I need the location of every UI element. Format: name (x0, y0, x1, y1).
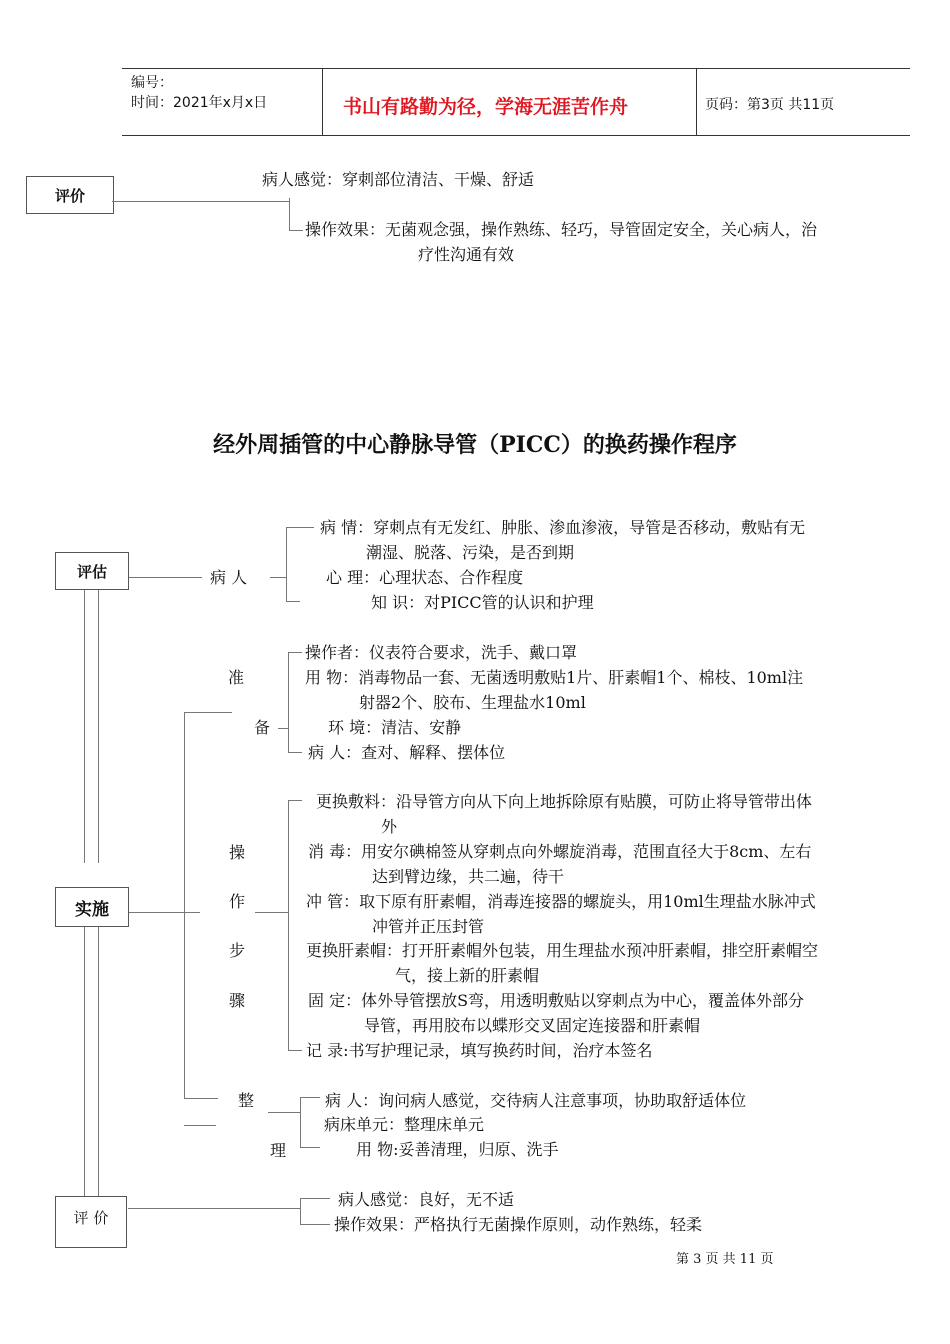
header-code-label: 编号： (131, 75, 173, 91)
header-divider (322, 68, 323, 135)
spine-line (98, 588, 99, 863)
connector-line (288, 800, 289, 1050)
steps-item: 气，接上新的肝素帽 (395, 966, 540, 985)
prev-eval-item: 疗性沟通有效 (418, 245, 515, 264)
steps-item: 冲 管：取下原有肝素帽，消毒连接器的螺旋头，用10ml生理盐水脉冲式 (306, 892, 816, 911)
steps-char: 步 (229, 941, 246, 960)
prev-eval-item: 操作效果：无菌观念强，操作熟练、轻巧，导管固定安全，关心病人，治 (305, 220, 818, 239)
connector-line (268, 1112, 300, 1113)
connector-line (300, 1147, 320, 1148)
spine-line (84, 588, 85, 863)
steps-item: 固 定：体外导管摆放S弯，用透明敷贴以穿刺点为中心，覆盖体外部分 (308, 991, 805, 1010)
implement-label-box: 实施 (55, 887, 129, 927)
prep-char: 准 (228, 668, 245, 687)
connector-line (278, 728, 288, 729)
assess-item: 知 识：对PICC管的认识和护理 (371, 593, 594, 612)
eval-item: 操作效果：严格执行无菌操作原则，动作熟练，轻柔 (334, 1215, 703, 1234)
assess-item: 潮湿、脱落、污染，是否到期 (366, 543, 575, 562)
connector-line (300, 1198, 301, 1224)
connector-line (288, 652, 302, 653)
connector-line (184, 1098, 218, 1099)
steps-item: 更换敷料：沿导管方向从下向上地拆除原有贴膜，可防止将导管带出体 (316, 792, 813, 811)
steps-item: 外 (381, 817, 398, 836)
connector-line (255, 912, 288, 913)
steps-item: 更换肝素帽：打开肝素帽外包装，用生理盐水预冲肝素帽，排空肝素帽空 (306, 941, 819, 960)
connector-line (286, 527, 314, 528)
connector-line (300, 1097, 320, 1098)
connector-line (128, 577, 202, 578)
prep-item: 用 物：消毒物品一套、无菌透明敷贴1片、肝素帽1个、棉枝、10ml注 (305, 668, 804, 687)
steps-item: 冲管并正压封管 (372, 917, 485, 936)
header-bottom-rule (122, 135, 910, 136)
connector-line (128, 912, 200, 913)
prep-item: 操作者：仪表符合要求，洗手、戴口罩 (305, 643, 578, 662)
connector-line (286, 601, 300, 602)
tidy-char: 理 (270, 1141, 287, 1160)
connector-line (128, 1208, 300, 1209)
connector-line (289, 230, 303, 231)
connector-line (270, 577, 286, 578)
connector-line (300, 1198, 330, 1199)
tidy-char: 整 (238, 1091, 255, 1110)
eval-label-box: 评 价 (55, 1196, 127, 1248)
prev-eval-item: 病人感觉：穿刺部位清洁、干燥、舒适 (262, 170, 535, 189)
header-page-label: 页码：第3页 共11页 (705, 97, 835, 113)
assess-item: 病 情：穿刺点有无发红、肿胀、渗血渗液，导管是否移动，敷贴有无 (320, 518, 806, 537)
page-title: 经外周插管的中心静脉导管（PICC）的换药操作程序 (213, 432, 737, 458)
prep-item: 病 人：查对、解释、摆体位 (308, 743, 506, 762)
prep-char: 备 (254, 718, 271, 737)
prev-eval-label-box: 评价 (26, 176, 114, 214)
prep-item: 射器2个、胶布、生理盐水10ml (359, 693, 586, 712)
steps-char: 作 (229, 892, 246, 911)
tidy-item: 病 人：询问病人感觉，交待病人注意事项，协助取舒适体位 (325, 1091, 747, 1110)
connector-line (300, 1224, 330, 1225)
prep-item: 环 境：清洁、安静 (328, 718, 462, 737)
spine-line (98, 925, 99, 1197)
header-motto: 书山有路勤为径，学海无涯苦作舟 (343, 96, 629, 118)
header-time-label: 时间：2021年x月x日 (131, 95, 268, 111)
steps-item: 达到臂边缘，共二遍，待干 (372, 867, 565, 886)
connector-line (112, 201, 290, 202)
steps-char: 骤 (229, 991, 246, 1010)
connector-line (288, 800, 302, 801)
steps-item: 导管，再用胶布以蝶形交叉固定连接器和肝素帽 (364, 1016, 701, 1035)
connector-line (288, 752, 302, 753)
page-footer: 第 3 页 共 11 页 (676, 1252, 774, 1267)
connector-line (300, 1097, 301, 1147)
steps-item: 记 录:书写护理记录，填写换药时间，治疗本签名 (306, 1041, 653, 1060)
header-divider (696, 68, 697, 135)
connector-line (288, 652, 289, 752)
assess-label-box: 评估 (55, 552, 129, 590)
assess-sub-label: 病 人 (210, 568, 248, 587)
connector-line (288, 1050, 302, 1051)
tidy-item: 用 物:妥善清理，归原、洗手 (356, 1140, 559, 1159)
connector-line (184, 712, 232, 713)
tidy-item: 病床单元：整理床单元 (324, 1115, 485, 1134)
steps-item: 消 毒：用安尔碘棉签从穿刺点向外螺旋消毒，范围直径大于8cm、左右 (308, 842, 812, 861)
header-top-rule (122, 68, 910, 69)
eval-item: 病人感觉：良好，无不适 (338, 1190, 515, 1209)
connector-line (286, 527, 287, 601)
connector-line (289, 198, 290, 230)
steps-char: 操 (229, 843, 246, 862)
connector-line (184, 712, 185, 1098)
connector-line (184, 1125, 216, 1126)
assess-item: 心 理：心理状态、合作程度 (326, 568, 524, 587)
spine-line (84, 925, 85, 1197)
